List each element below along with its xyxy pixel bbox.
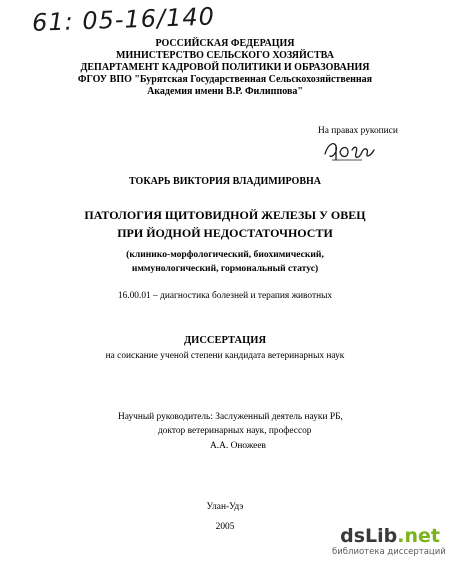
author-signature <box>322 138 378 164</box>
city: Улан-Удэ <box>206 502 244 512</box>
dissertation-purpose: на соискание ученой степени кандидата ветеринарных наук <box>105 351 345 361</box>
supervisor-line-2: доктор ветеринарных наук, профессор <box>158 426 312 436</box>
academy-line-2: Академия имени В.Р. Филиппова" <box>147 86 303 97</box>
handwritten-catalog-number: 61: 05-16/140 <box>31 2 216 37</box>
logo-brand-domain: .net <box>397 525 440 547</box>
specialty-code: 16.00.01 – диагностика болезней и терапия животных <box>117 291 333 301</box>
department-line: ДЕПАРТАМЕНТ КАДРОВОЙ ПОЛИТИКИ И ОБРАЗОВАНИЯ <box>80 62 370 73</box>
academy-line-1: ФГОУ ВПО "Бурятская Государственная Сельскохозяйственная <box>77 74 373 85</box>
title-line-1: ПАТОЛОГИЯ ЩИТОВИДНОЙ ЖЕЛЕЗЫ У ОВЕЦ <box>84 208 366 222</box>
supervisor-line-1: Научный руководитель: Заслуженный деятель науки РБ, <box>118 412 343 422</box>
supervisor-name: А.А. Оножеев <box>210 441 266 451</box>
subtitle-line-1: (клинико-морфологический, биохимический, <box>126 249 324 260</box>
subtitle-line-2: иммунологический, гормональный статус) <box>131 263 319 274</box>
manuscript-rights-note: На правах рукописи <box>318 126 398 136</box>
dslib-logo <box>332 525 446 573</box>
logo-tagline: библиотека диссертаций <box>332 547 446 557</box>
country-line: РОССИЙСКАЯ ФЕДЕРАЦИЯ <box>155 38 295 49</box>
year: 2005 <box>215 522 235 532</box>
title-line-2: ПРИ ЙОДНОЙ НЕДОСТАТОЧНОСТИ <box>117 226 333 240</box>
logo-brand-name: dsLib <box>340 525 398 547</box>
ministry-line: МИНИСТЕРСТВО СЕЛЬСКОГО ХОЗЯЙСТВА <box>116 50 334 61</box>
dissertation-label: ДИССЕРТАЦИЯ <box>183 335 267 346</box>
author-name: ТОКАРЬ ВИКТОРИЯ ВЛАДИМИРОВНА <box>129 176 321 187</box>
